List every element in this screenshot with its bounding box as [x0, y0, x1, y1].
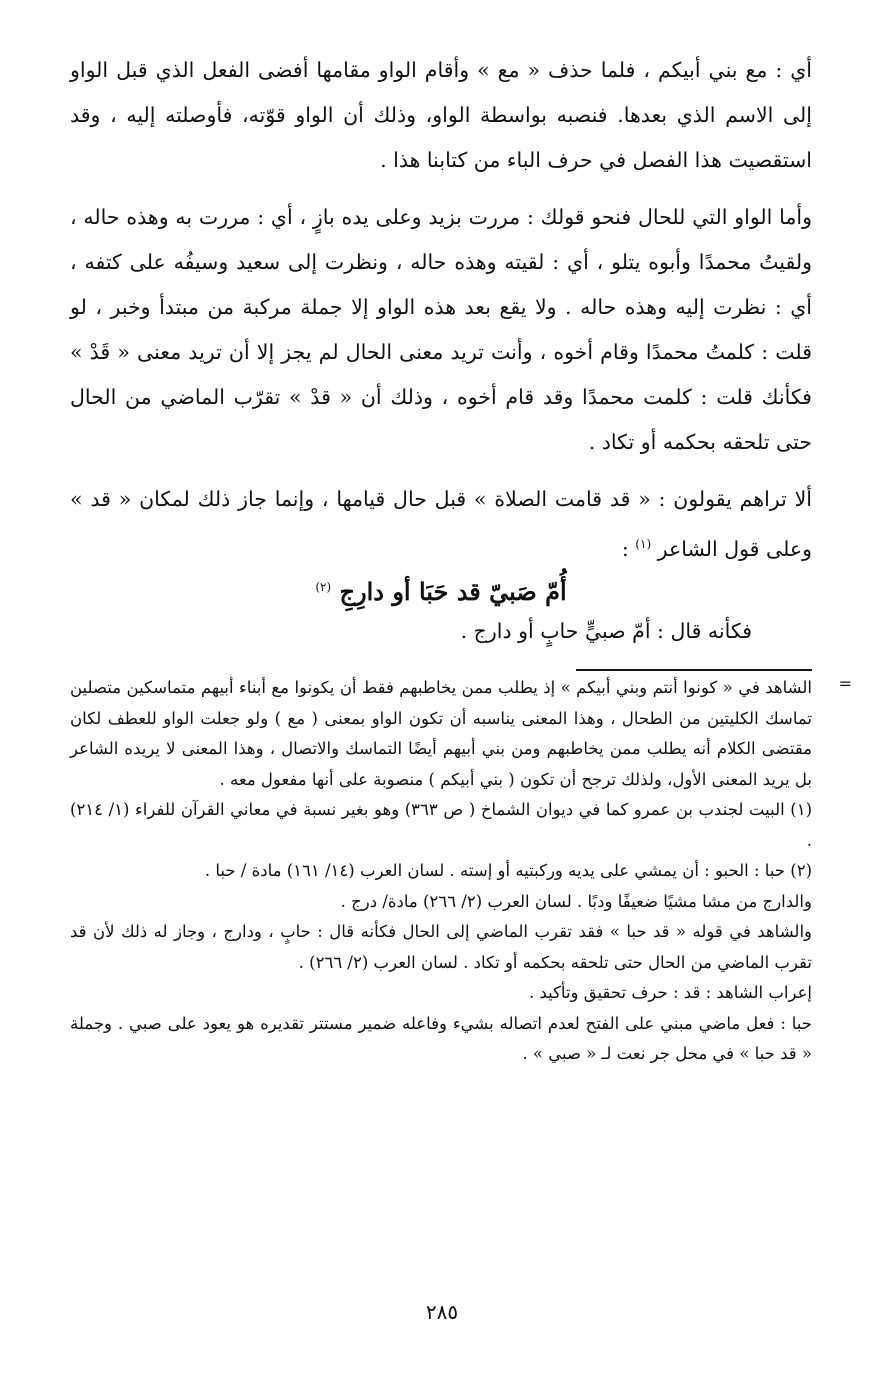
- footnote-separator-wrap: [70, 655, 812, 673]
- verse-text: أُمّ صَبيّ قد حَبَا أو دارِجِ: [339, 577, 567, 606]
- page-number: ٢٨٥: [425, 1300, 459, 1324]
- footnote-continued-text: الشاهد في « كونوا أنتم وبني أبيكم » إذ يطلب ممن يخاطبهم فقط أن يكونوا مع أبناء أبيهم متماسكين متصلين تماسك الكليتين من الطحال ، وهذا المعنى يناسبه أن تكون الواو بمعنى ( مع ) ولو جعلت الواو للعطف لكان مقتضى الكلام أنه يطلب ممن يخاطبهم ومن بني أبيهم أيضًا التماسك والاتصال ، وهذا المعنى لا يريده الشاعر بل يريد المعنى الأول، ولذلك ترجح أن تكون ( بني أبيكم ) منصوبة على أنها مفعول معه .: [70, 678, 812, 789]
- footnote-2-e: حبا : فعل ماضي مبني على الفتح لعدم اتصاله بشيء وفاعله ضمير مستتر تقديره هو يعود على صبي . وجملة « قد حبا » في محل جر نعت لـ « صبي » .: [70, 1013, 812, 1063]
- footnote-2-b: والدارج من مشا مشيًا ضعيفًا ودبًا . لسان العرب (٢/ ٢٦٦) مادة/ درج .: [340, 891, 812, 911]
- paragraph-3-text: ألا تراهم يقولون : « قد قامت الصلاة » قبل حال قيامها ، وإنما جاز ذلك لمكان « قد » وعلى قول الشاعر: [70, 487, 812, 561]
- verse-commentary: فكأنه قال : أمّ صبيٍّ حابٍ أو دارج .: [460, 619, 752, 643]
- poetry-verse: [70, 567, 812, 611]
- footnote-2-a: (٢) حبا : الحبو : أن يمشي على يديه وركبتيه أو إسته . لسان العرب (١٤/ ١٦١) مادة / حبا .: [204, 861, 812, 880]
- paragraph-3-end: :: [621, 536, 636, 561]
- footnote-2-c: والشاهد في قوله « قد حبا » فقد تقرب الماضي إلى الحال فكأنه قال : حابٍ ، ودارج ، وجاز له ذلك لأن قد تقرب الماضي من الحال حتى تلحقه بحكمه أو تكاد . لسان العرب (٢/ ٢٦٦) .: [70, 922, 812, 972]
- footnote-ref-2: (٢): [315, 580, 332, 594]
- footnote-1: (١) البيت لجندب بن عمرو كما في ديوان الشماخ ( ص ٣٦٣) وهو بغير نسبة في معاني القرآن للفراء (١/ ٢١٤) .: [70, 800, 813, 850]
- book-page: [70, 48, 852, 1338]
- footnote-ref-1: (١): [635, 537, 652, 551]
- footnote-continued: [70, 673, 852, 795]
- main-paragraph-3: [70, 477, 812, 567]
- main-paragraph-2: وأما الواو التي للحال فنحو قولك : مررت بزيد وعلى يده بازٍ ، أي : مررت به وهذه حاله ، ولقيتُ محمدًا وأبوه يتلو ، أي : لقيته وهذه حاله ، ونظرت إلى سعيد وسيفُه على كتفه ، أي : نظرت إليه وهذه حاله . ولا يقع بعد هذه الواو إلا جملة مركبة من مبتدأ وخبر ، لو قلت : كلمتُ محمدًا وقام أخوه ، وأنت تريد معنى الحال لم يجز إلا أن تريد معنى « قَدْ » فكأنك قلت : كلمت محمدًا وقد قام أخوه ، وذلك أن « قدْ » تقرّب الماضي من الحال حتى تلحقه بحكمه أو تكاد .: [70, 205, 812, 454]
- footnotes: [70, 673, 852, 1070]
- footnote-2-d: إعراب الشاهد : قد : حرف تحقيق وتأكيد .: [528, 983, 812, 1002]
- continuation-mark: =: [838, 674, 852, 693]
- main-paragraph-1: أي : مع بني أبيكم ، فلما حذف « مع » وأقام الواو مقامها أفضى الفعل الذي قبل الواو إلى الاسم الذي بعدها. فنصبه بواسطة الواو، وذلك أن الواو قوّته، فأوصلته إليه ، وقد استقصيت هذا الفصل في حرف الباء من كتابنا هذا .: [70, 58, 812, 172]
- footnote-separator: [576, 669, 812, 671]
